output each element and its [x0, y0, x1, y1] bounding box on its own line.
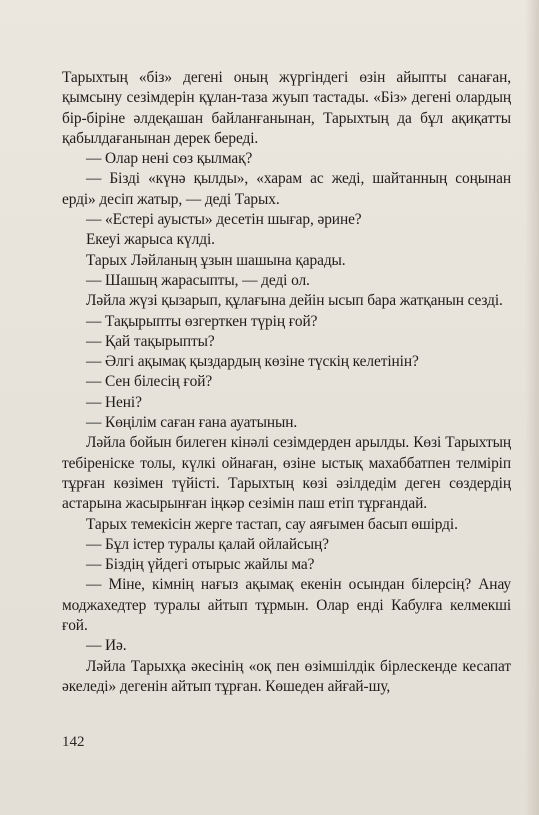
dialogue-line: — Бұл істер туралы қалай ойлайсың?	[86, 535, 329, 553]
dialogue-line: — Қай тақырыпты?	[86, 332, 215, 350]
paragraph: Ләйла бойын билеген кінәлі сезімдерден арылды. Көзі Тарыхтың тебіреніске толы, күлкі ойнаған, өзіне ыстық махаббатпен телміріп тұрған көзімен түйісті. Тарыхтың көзі әзілдедім деген сөздердің астарына жасырынған іңкәр сезімін паш етіп тұрғандай.	[62, 434, 511, 513]
dialogue-line: — Міне, кімнің нағыз ақымақ екенін осындан білерсің? Анау моджахедтер туралы айтып тұрмын. Олар енді Кабулға келмекші ғой.	[62, 576, 511, 635]
paragraph: Екеуі жарыса күлді.	[86, 231, 215, 249]
paragraph: Тарыхтың «біз» дегені оның жүргіндегі өзін айыпты санаған, қымсыну сезімдерін құлан-таза жуып тастады. «Біз» дегені олардың бір-біріне әлдеқашан байланғанынан, Тарыхтың да бұл ақиқатты қабылдағанынан дерек береді.	[62, 69, 511, 147]
dialogue-line: — Тақырыпты өзгерткен түрің ғой?	[86, 312, 318, 330]
page-number: 142	[62, 734, 85, 750]
paragraph: Ләйла жүзі қызарып, құлағына дейін ысып бара жатқанын сезді.	[86, 292, 503, 310]
paragraph: Тарых Ләйланың ұзын шашына қарады.	[86, 251, 346, 269]
paragraph: Ләйла Тарыхқа әкесінің «оқ пен өзімшілдік бірлескенде кесапат әкеледі» дегенін айтып тұрған. Көшеден айғай-шу,	[62, 657, 511, 695]
dialogue-line: — Шашың жарасыпты, — деді ол.	[86, 271, 310, 289]
dialogue-line: — Олар нені сөз қылмақ?	[86, 150, 253, 168]
dialogue-line: — Біздің үйдегі отырыс жайлы ма?	[86, 556, 315, 574]
dialogue-line: — Бізді «күнә қылды», «харам ас жеді, шайтанның соңынан ерді» десіп жатыр, — деді Тарых.	[62, 170, 511, 208]
dialogue-line: — Иә.	[86, 637, 127, 655]
dialogue-line: — Нені?	[86, 393, 142, 411]
dialogue-line: — Сен білесің ғой?	[86, 373, 213, 391]
paragraph: Тарых темекісін жерге тастап, сау аяғымен басып өшірді.	[86, 515, 458, 533]
page-text	[62, 68, 511, 697]
dialogue-line: — «Естері ауысты» десетін шығар, әрине?	[86, 211, 362, 229]
dialogue-line: — Әлгі ақымақ қыздардың көзіне түскің келетінін?	[86, 353, 419, 371]
dialogue-line: — Көңілім саған ғана ауатынын.	[86, 414, 298, 432]
page-edge-shadow	[525, 0, 539, 815]
